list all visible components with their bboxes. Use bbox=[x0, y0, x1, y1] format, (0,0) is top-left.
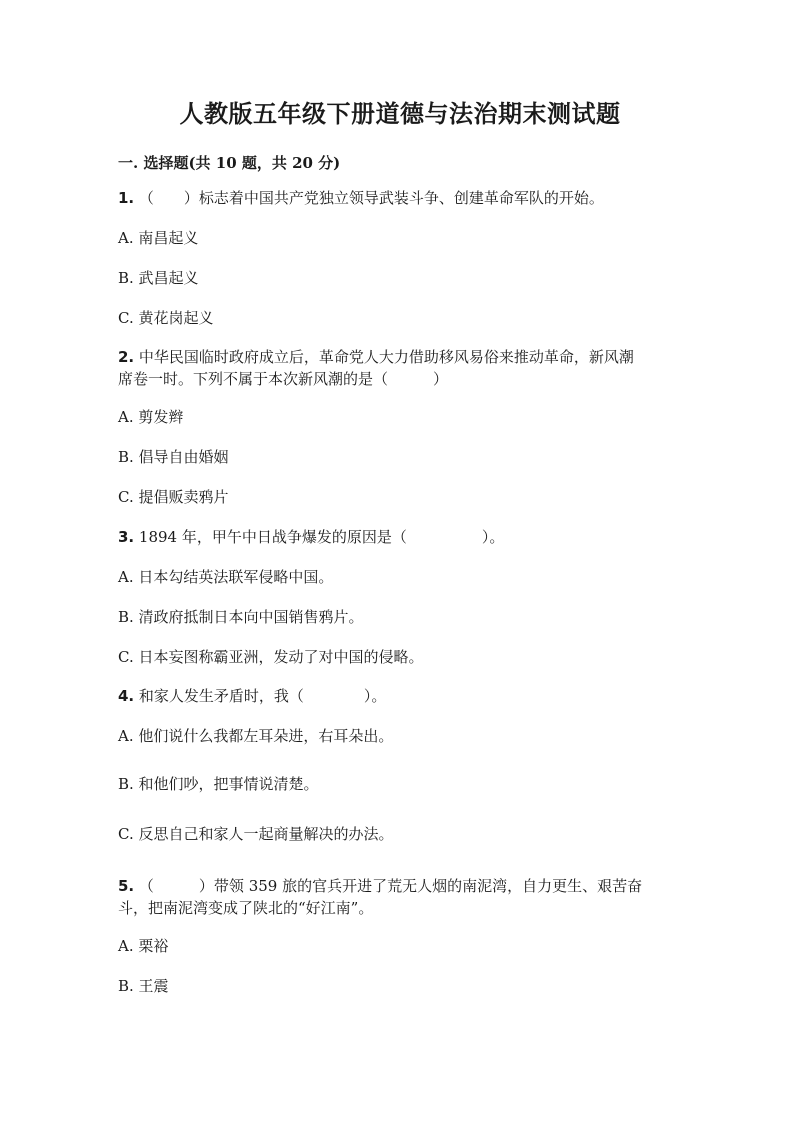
question-5-stem-line2: 斗，把南泥湾变成了陕北的“好江南”。 bbox=[118, 899, 374, 917]
question-text: 中华民国临时政府成立后，革命党人大力借助移风易俗来推动革命，新风潮 bbox=[138, 348, 634, 366]
question-1-option-c: C. 黄花岗起义 bbox=[118, 309, 214, 327]
question-text: （ ）带领 359 旅的官兵开进了荒无人烟的南泥湾，自力更生、艰苦奋 bbox=[138, 877, 643, 895]
section-heading: 一. 选择题(共 10 题，共 20 分) bbox=[118, 154, 341, 172]
question-5-stem-line1 bbox=[118, 875, 642, 897]
question-text: 1894 年，甲午中日战争爆发的原因是（ ）。 bbox=[138, 528, 505, 546]
question-number: 3. bbox=[118, 528, 135, 546]
question-2-option-c: C. 提倡贩卖鸦片 bbox=[118, 488, 229, 506]
question-4-option-b: B. 和他们吵，把事情说清楚。 bbox=[118, 775, 319, 793]
question-2-stem-line1 bbox=[118, 346, 634, 368]
question-text: （ ）标志着中国共产党独立领导武装斗争、创建革命军队的开始。 bbox=[138, 189, 604, 207]
question-2-option-b: B. 倡导自由婚姻 bbox=[118, 448, 229, 466]
question-4-option-a: A. 他们说什么我都左耳朵进，右耳朵出。 bbox=[118, 727, 394, 745]
question-2-stem-line2: 席卷一时。下列不属于本次新风潮的是（ ） bbox=[118, 370, 449, 388]
question-3-option-a: A. 日本勾结英法联军侵略中国。 bbox=[118, 568, 334, 586]
question-2-option-a: A. 剪发辫 bbox=[118, 408, 184, 426]
question-4-option-c: C. 反思自己和家人一起商量解决的办法。 bbox=[118, 825, 394, 843]
question-number: 1. bbox=[118, 189, 135, 207]
question-4-stem bbox=[118, 685, 386, 707]
question-number: 2. bbox=[118, 348, 135, 366]
question-3-option-c: C. 日本妄图称霸亚洲，发动了对中国的侵略。 bbox=[118, 648, 424, 666]
question-5-option-a: A. 栗裕 bbox=[118, 937, 169, 955]
question-number: 5. bbox=[118, 877, 135, 895]
question-3-stem bbox=[118, 526, 504, 548]
question-1-stem bbox=[118, 187, 604, 209]
question-3-option-b: B. 清政府抵制日本向中国销售鸦片。 bbox=[118, 608, 364, 626]
question-1-option-a: A. 南昌起义 bbox=[118, 229, 199, 247]
page-title: 人教版五年级下册道德与法治期末测试题 bbox=[179, 99, 621, 128]
question-1-option-b: B. 武昌起义 bbox=[118, 269, 199, 287]
question-text: 和家人发生矛盾时，我（ ）。 bbox=[138, 687, 387, 705]
question-number: 4. bbox=[118, 687, 135, 705]
question-5-option-b: B. 王震 bbox=[118, 977, 169, 995]
